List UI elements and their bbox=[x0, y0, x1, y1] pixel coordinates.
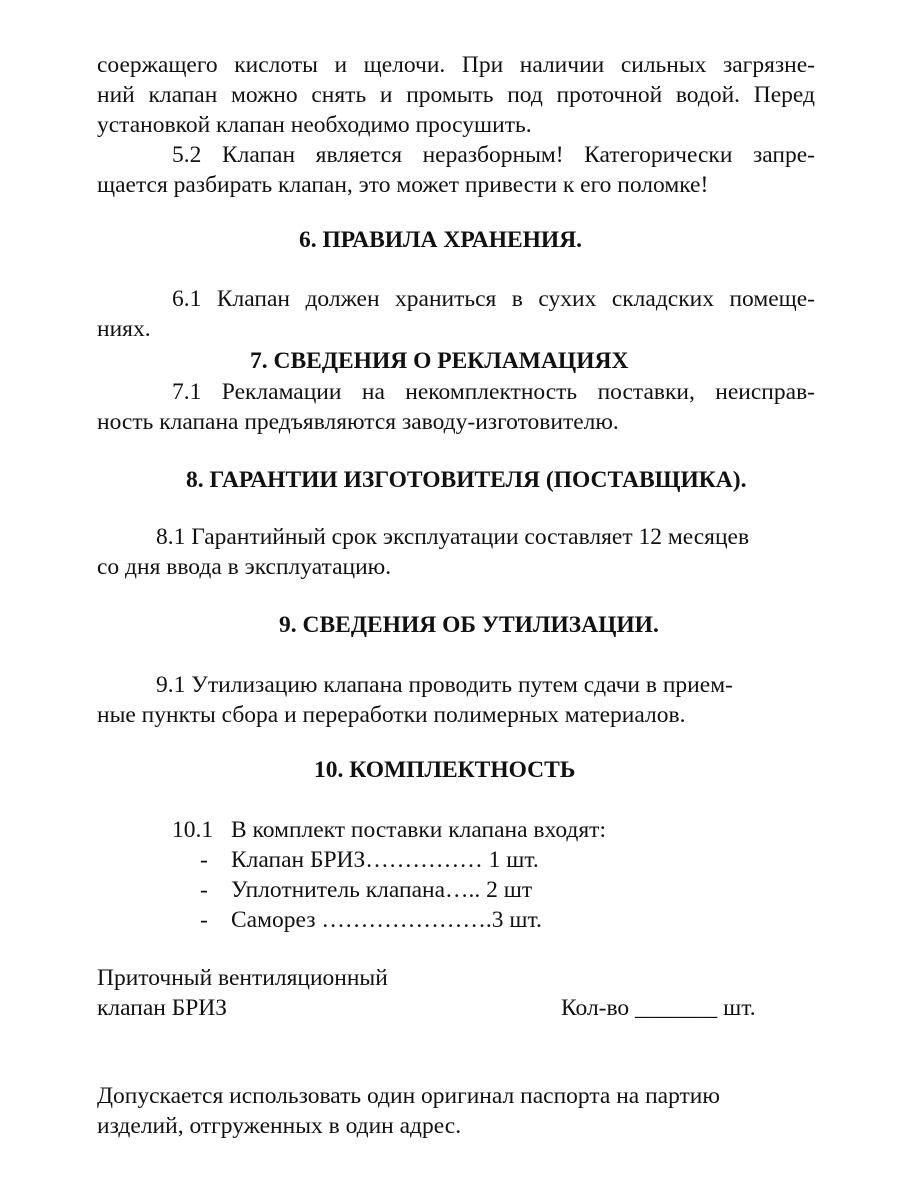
section7-heading: 7. СВЕДЕНИЯ О РЕКЛАМАЦИЯХ bbox=[250, 348, 629, 374]
section5-line-1: соержащего кислоты и щелочи. При наличии сильных загрязне- bbox=[97, 52, 815, 78]
list-bullet: - bbox=[200, 877, 208, 903]
section5-line-4: 5.2 Клапан является неразборным! Категорически запре- bbox=[172, 142, 815, 168]
section10-heading: 10. КОМПЛЕКТНОСТЬ bbox=[314, 757, 576, 783]
note-line-2: изделий, отгруженных в один адрес. bbox=[97, 1113, 462, 1139]
section8-heading: 8. ГАРАНТИИ ИЗГОТОВИТЕЛЯ (ПОСТАВЩИКА). bbox=[186, 467, 747, 493]
section8-line-1: 8.1 Гарантийный срок эксплуатации составляет 12 месяцев bbox=[156, 524, 750, 550]
item-number: 10.1 bbox=[172, 817, 214, 843]
section9-heading: 9. СВЕДЕНИЯ ОБ УТИЛИЗАЦИИ. bbox=[279, 612, 659, 638]
list-bullet: - bbox=[200, 847, 208, 873]
section6-line-1: 6.1 Клапан должен храниться в сухих складских помеще- bbox=[172, 286, 815, 312]
section5-line-5: щается разбирать клапан, это может привести к его поломке! bbox=[97, 172, 709, 198]
section6-heading: 6. ПРАВИЛА ХРАНЕНИЯ. bbox=[299, 227, 583, 253]
list-item: Клапан БРИЗ…………… 1 шт. bbox=[231, 847, 539, 873]
product-name-line-2: клапан БРИЗ bbox=[97, 995, 228, 1021]
section6-line-2: ниях. bbox=[97, 316, 151, 342]
section7-line-1: 7.1 Рекламации на некомплектность поставки, неисправ- bbox=[172, 379, 815, 405]
note-line-1: Допускается использовать один оригинал паспорта на партию bbox=[97, 1083, 720, 1109]
kit-intro: В комплект поставки клапана входят: bbox=[231, 817, 606, 843]
section9-line-2: ные пункты сбора и переработки полимерных материалов. bbox=[97, 702, 686, 728]
list-item: Уплотнитель клапана….. 2 шт bbox=[231, 877, 533, 903]
section8-line-2: со дня ввода в эксплуатацию. bbox=[97, 554, 392, 580]
section5-line-3: установкой клапан необходимо просушить. bbox=[97, 112, 532, 138]
section5-line-2: ний клапан можно снять и промыть под проточной водой. Перед bbox=[97, 82, 815, 108]
list-item: Саморез ………………….3 шт. bbox=[231, 907, 542, 933]
list-bullet: - bbox=[200, 907, 208, 933]
product-name-line-1: Приточный вентиляционный bbox=[97, 965, 388, 991]
quantity-field: Кол-во _______ шт. bbox=[561, 995, 756, 1021]
section7-line-2: ность клапана предъявляются заводу-изготовителю. bbox=[97, 409, 619, 435]
section9-line-1: 9.1 Утилизацию клапана проводить путем сдачи в прием- bbox=[156, 672, 733, 698]
